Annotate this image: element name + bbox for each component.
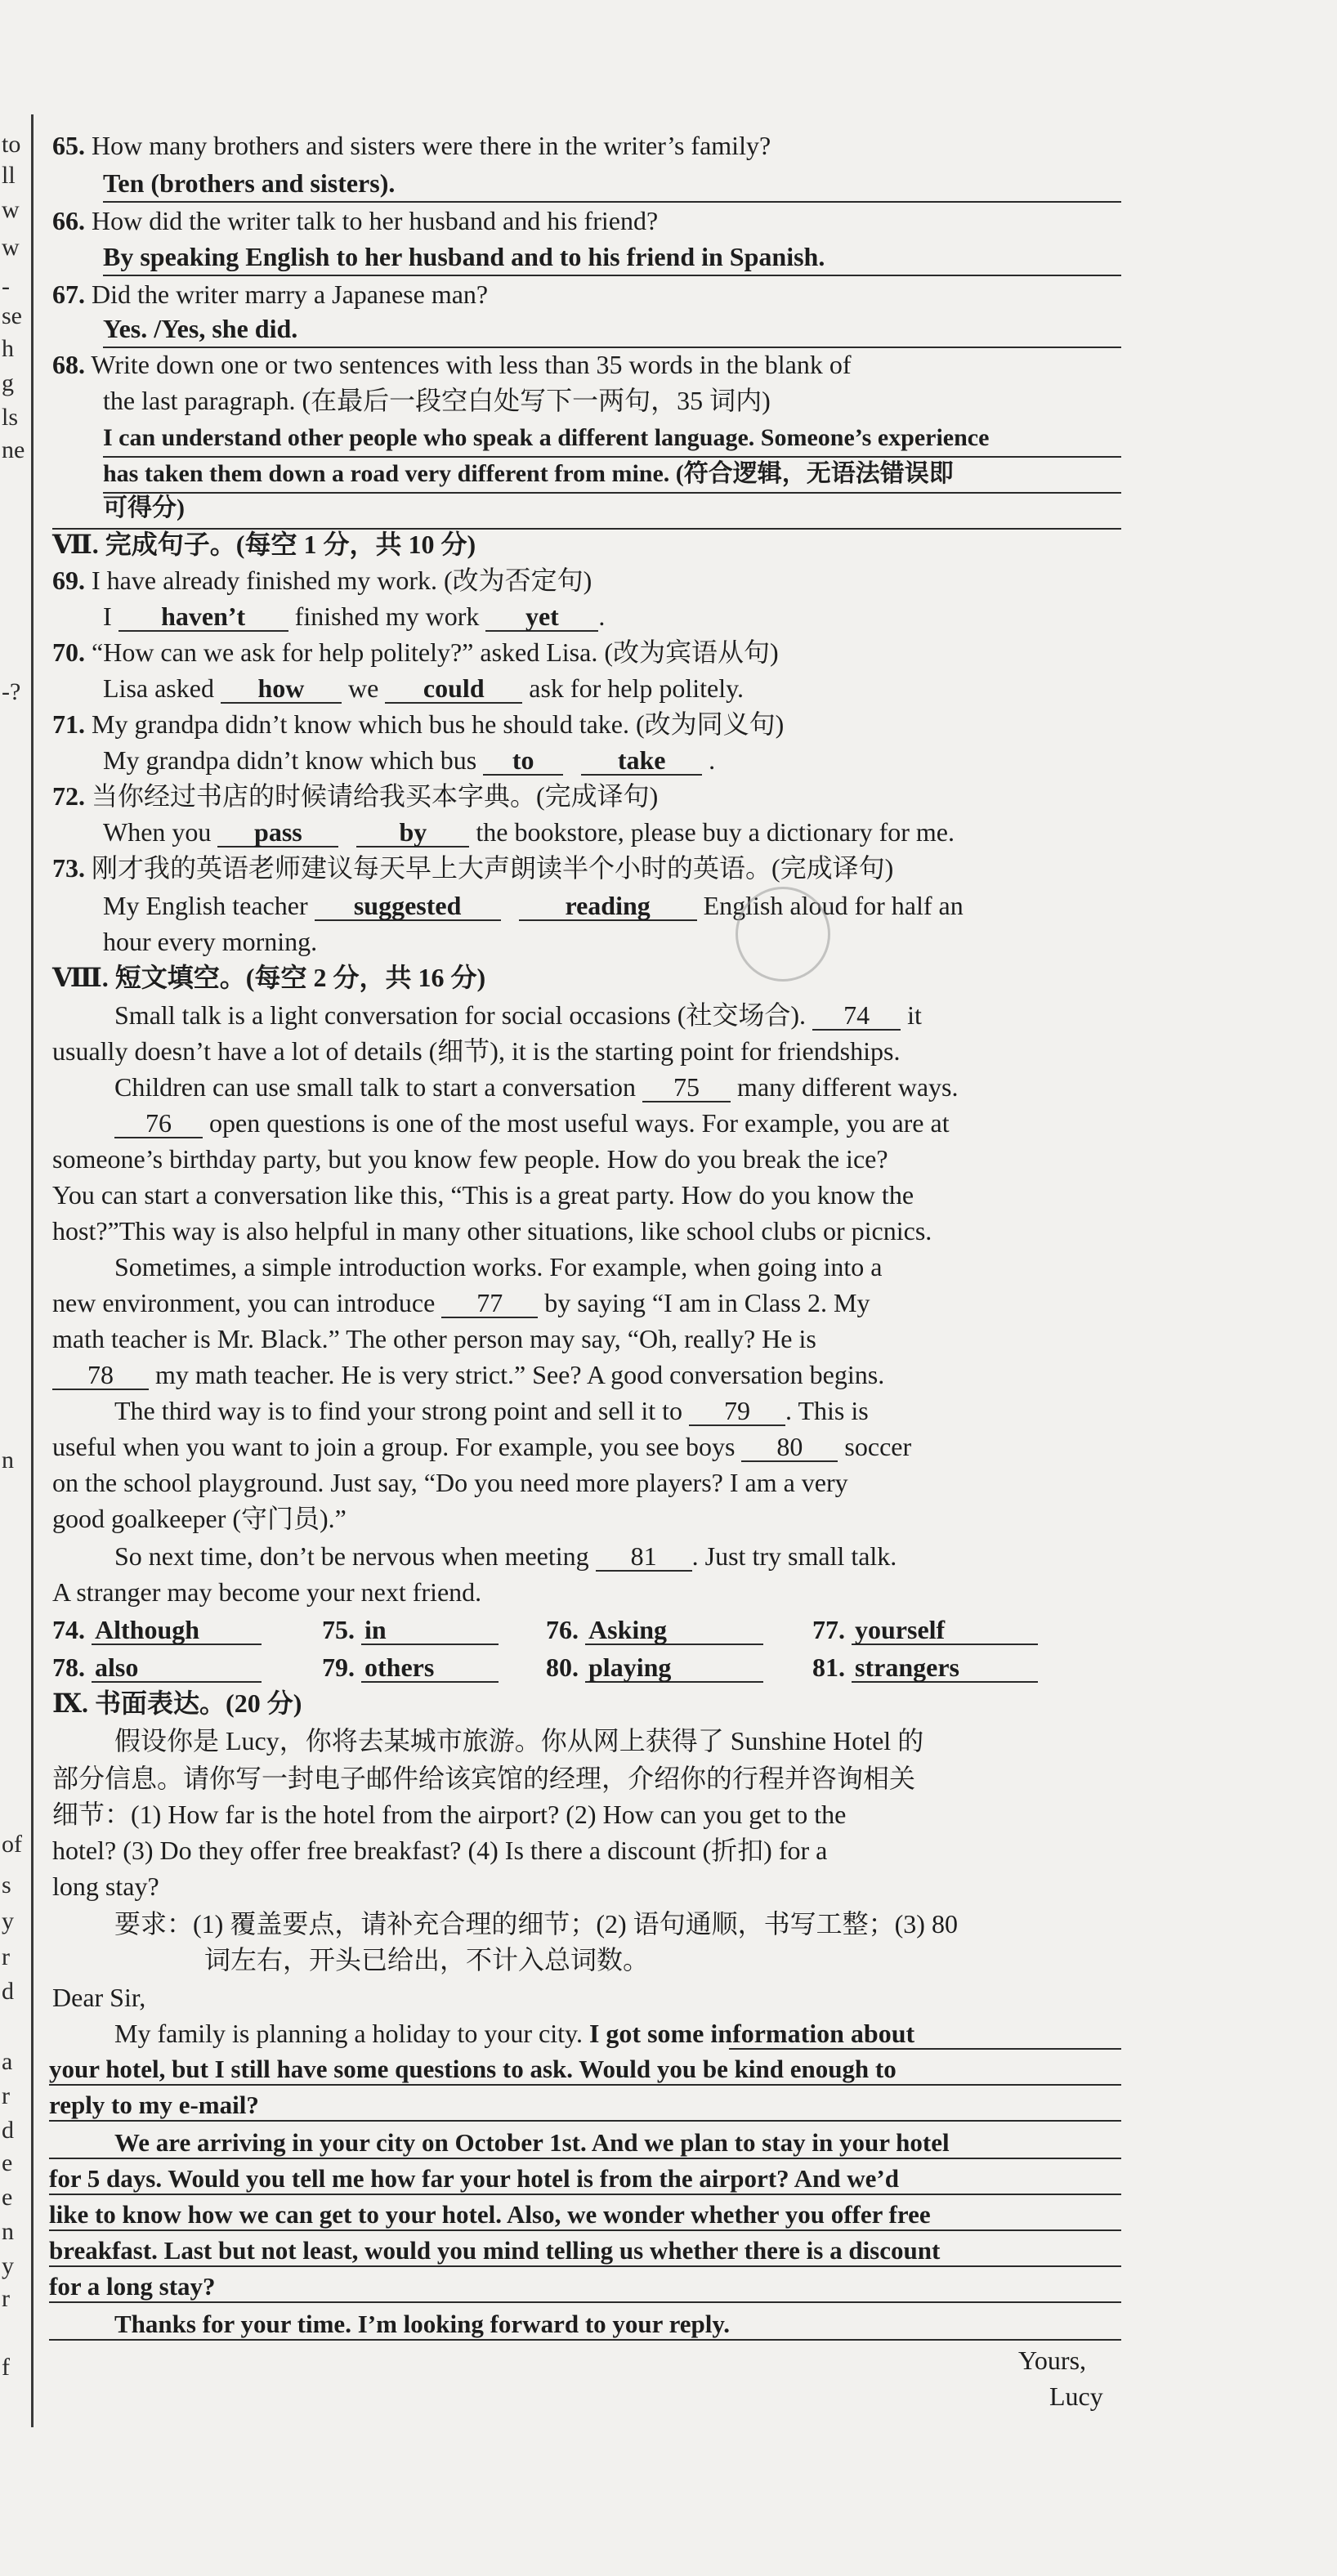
prompt-line: 假设你是 Lucy，你将去某城市旅游。你从网上获得了 Sunshine Hotel 的 [114,1726,924,1755]
question-text: 当你经过书店的时候请给我买本字典。(完成译句) [92,781,659,811]
answer-77: 77. yourself [812,1613,1038,1646]
edge-letter: w [2,234,20,261]
edge-letter: n [2,2218,14,2245]
answer-80: 80. playing [546,1651,763,1684]
question-68 [52,348,852,381]
prompt-line: long stay? [52,1872,159,1901]
question-number: 68. [52,350,85,379]
question-number: 66. [52,206,85,235]
passage-line: someone’s birthday party, but you know few people. How do you break the ice? [52,1144,888,1174]
question-67 [52,278,488,311]
answer-76: 76. Asking [546,1613,763,1646]
letter-greeting: Dear Sir, [52,1983,146,2012]
passage-line: good goalkeeper (守门员).” [52,1504,347,1533]
answer-blank: could [385,674,522,704]
edge-letter: e [2,2184,13,2211]
question-69 [52,564,592,597]
answer-underline [103,201,1121,203]
edge-letter: g [2,369,14,396]
answer-underline [49,2158,1121,2159]
passage-line: host?”This way is also helpful in many other situations, like school clubs or picnics. [52,1216,932,1246]
letter-line: My family is planning a holiday to your city. I got some information about [114,2019,915,2048]
question-number: 71. [52,709,85,739]
passage-line: You can start a conversation like this, “This is a great party. How do you know the [52,1180,914,1210]
question-number: 70. [52,637,85,667]
edge-letter: -? [2,678,21,705]
edge-letter: ne [2,436,25,463]
edge-letter: ls [2,404,19,431]
answer-underline [729,2048,1121,2050]
passage-line: new environment, you can introduce 77 by saying “I am in Class 2. My [52,1288,870,1317]
answer-72: When you pass by the bookstore, please buy a dictionary for me. [103,817,955,847]
passage-blank-78: 78 [52,1361,149,1390]
question-text: How did the writer talk to her husband and his friend? [92,206,659,235]
answer-blank: reading [519,892,697,921]
requirements-line: 要求：(1) 覆盖要点，请补充合理的细节；(2) 语句通顺，书写工整；(3) 80 [114,1909,958,1939]
letter-line: We are arriving in your city on October 1st. And we plan to stay in your hotel [114,2128,950,2157]
question-70 [52,636,779,669]
answer-75: 75. in [322,1613,499,1646]
passage-line: Children can use small talk to start a conversation 75 many different ways. [114,1072,959,1102]
answer-79: 79. others [322,1651,499,1684]
letter-line: for a long stay? [49,2272,216,2301]
answer-81: 81. strangers [812,1651,1038,1684]
answer-underline [49,2229,1121,2231]
letter-line: your hotel, but I still have some questions to ask. Would you be kind enough to [49,2055,897,2083]
requirements-line: 词左右，开头已给出，不计入总词数。 [204,1945,650,1974]
answer-underline [49,2194,1121,2195]
letter-signature: Lucy [1049,2381,1103,2411]
passage-line: useful when you want to join a group. For example, you see boys 80 soccer [52,1432,912,1461]
passage-blank-81: 81 [596,1542,692,1572]
answer-blank: by [356,818,469,847]
edge-letter: w [2,196,20,223]
answer-69: I haven’t finished my work yet . [103,602,606,631]
question-text: Did the writer marry a Japanese man? [92,280,489,309]
question-text: How many brothers and sisters were there in the writer’s family? [92,131,771,160]
section-8-heading: Ⅷ. 短文填空。(每空 2 分，共 16 分) [52,963,486,992]
answer-68-line1: I can understand other people who speak a different language. Someone’s experience [103,424,990,451]
passage-line: Small talk is a light conversation for social occasions (社交场合). 74 it [114,1000,922,1030]
letter-closing: Yours, [1018,2346,1087,2375]
answer-68-line2: has taken them down a road very different from mine. (符合逻辑，无语法错误即 [103,460,954,487]
answer-underline [49,2084,1121,2086]
margin-rule [31,114,34,2427]
prompt-line: hotel? (3) Do they offer free breakfast? (4) Is there a discount (折扣) for a [52,1836,828,1865]
answer-66: By speaking English to her husband and to his friend in Spanish. [103,242,825,271]
question-73 [52,852,893,884]
answer-blank: yet [485,602,598,632]
edge-letter: f [2,2354,10,2381]
passage-blank-76: 76 [114,1109,203,1138]
question-number: 67. [52,280,85,309]
passage-line: The third way is to find your strong point and sell it to 79 . This is [114,1396,869,1425]
passage-line: Sometimes, a simple introduction works. For example, when going into a [114,1252,883,1281]
edge-letter: r [2,2082,10,2109]
edge-letter: r [2,2285,10,2312]
passage-line: usually doesn’t have a lot of details (细节), it is the starting point for friendships. [52,1036,901,1066]
passage-blank-79: 79 [689,1397,785,1426]
answer-blank: how [221,674,342,704]
section-7-heading: Ⅶ. 完成句子。(每空 1 分，共 10 分) [52,530,476,559]
question-number: 72. [52,781,85,811]
question-text: I have already finished my work. (改为否定句) [92,566,592,595]
question-text: “How can we ask for help politely?” asked Lisa. (改为宾语从句) [92,637,779,667]
question-66 [52,204,658,237]
passage-line: math teacher is Mr. Black.” The other person may say, “Oh, really? He is [52,1324,816,1353]
answer-blank: to [483,746,563,776]
passage-line: on the school playground. Just say, “Do you need more players? I am a very [52,1468,848,1497]
letter-line: for 5 days. Would you tell me how far your hotel is from the airport? And we’d [49,2164,899,2193]
answer-73-line2: hour every morning. [103,927,318,956]
answer-underline [49,2120,1121,2122]
passage-blank-80: 80 [741,1433,838,1462]
edge-letter: n [2,1447,14,1474]
edge-letter: a [2,2048,13,2075]
prompt-line: 部分信息。请你写一封电子邮件给该宾馆的经理，介绍你的行程并咨询相关 [52,1764,916,1793]
edge-letter: ll [2,162,16,189]
letter-line: like to know how we can get to your hotel. Also, we wonder whether you offer free [49,2200,931,2229]
passage-line: 78 my math teacher. He is very strict.” See? A good conversation begins. [52,1358,884,1391]
answer-underline [49,2301,1121,2303]
edge-letter: se [2,302,22,329]
question-text: 刚才我的英语老师建议每天早上大声朗读半个小时的英语。(完成译句) [92,853,894,883]
edge-letter: - [2,273,10,300]
edge-letter: y [2,1907,14,1934]
passage-blank-77: 77 [441,1289,538,1318]
edge-letter: s [2,1872,11,1898]
answer-68-line3: 可得分) [103,494,185,521]
edge-letter: h [2,335,14,362]
passage-blank-75: 75 [642,1073,731,1102]
answer-blank: take [581,746,702,776]
faint-stamp [736,887,830,982]
answer-blank: haven’t [118,602,288,632]
edge-letter: d [2,1978,14,2005]
letter-line: reply to my e-mail? [49,2091,259,2119]
question-65 [52,129,771,162]
answer-underline [49,2339,1121,2341]
answer-71: My grandpa didn’t know which bus to take . [103,745,716,775]
edge-letter: e [2,2149,13,2176]
letter-line: breakfast. Last but not least, would you mind telling us whether there is a discount [49,2236,941,2265]
answer-underline [49,2265,1121,2267]
question-number: 69. [52,566,85,595]
answer-73: My English teacher suggested reading English aloud for half an [103,891,964,920]
question-68-line2: the last paragraph. (在最后一段空白处写下一两句，35 词内) [103,386,771,415]
answer-70: Lisa asked how we could ask for help politely. [103,673,745,703]
section-9-heading: Ⅸ. 书面表达。(20 分) [52,1688,302,1718]
edge-letter: r [2,1943,10,1970]
answer-67: Yes. /Yes, she did. [103,314,298,343]
question-71 [52,708,784,740]
passage-line: So next time, don’t be nervous when meeting 81 . Just try small talk. [114,1541,897,1571]
edge-letter: of [2,1831,22,1858]
passage-line: A stranger may become your next friend. [52,1577,482,1607]
question-text: My grandpa didn’t know which bus he should take. (改为同义句) [92,709,785,739]
edge-letter: d [2,2117,14,2144]
question-72 [52,780,658,812]
answer-blank: pass [217,818,338,847]
answer-blank: suggested [315,892,501,921]
passage-line: 76 open questions is one of the most useful ways. For example, you are at [114,1107,950,1139]
question-text: Write down one or two sentences with less than 35 words in the blank of [91,350,852,379]
prompt-line: 细节：(1) How far is the hotel from the airport? (2) How can you get to the [52,1800,847,1829]
answer-65: Ten (brothers and sisters). [103,168,396,198]
answer-78: 78. also [52,1651,262,1684]
letter-line: Thanks for your time. I’m looking forward to your reply. [114,2310,730,2338]
question-number: 65. [52,131,85,160]
passage-blank-74: 74 [812,1001,901,1031]
answer-underline [103,492,1121,494]
answer-74: 74. Although [52,1613,262,1646]
edge-letter: to [2,131,21,158]
answer-underline [103,275,1121,276]
question-number: 73. [52,853,85,883]
edge-letter: y [2,2252,14,2279]
